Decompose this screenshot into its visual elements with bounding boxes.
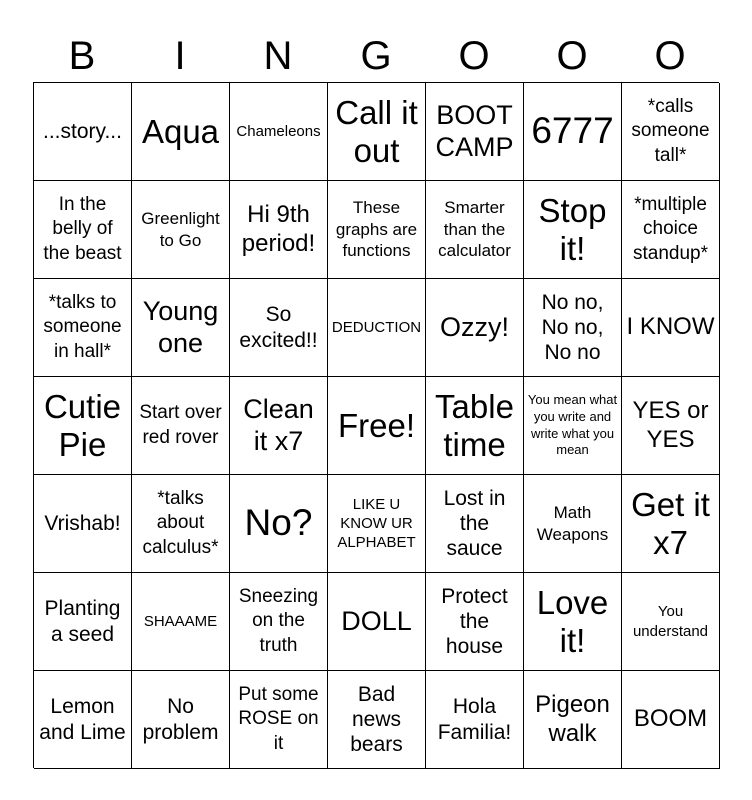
cell-text: Free! — [337, 406, 416, 444]
cell-text: Greenlight to Go — [141, 208, 220, 250]
bingo-cell[interactable] — [426, 671, 524, 769]
bingo-cell[interactable] — [230, 671, 328, 769]
bingo-cell[interactable] — [34, 279, 132, 377]
cell-text: SHAAAME — [143, 612, 218, 630]
bingo-cell[interactable] — [132, 181, 230, 279]
header-letter-i: I — [174, 34, 186, 78]
cell-text: Young one — [142, 296, 219, 358]
bingo-cell[interactable] — [328, 181, 426, 279]
cell-text: DOLL — [341, 605, 412, 636]
cell-text: Table time — [435, 387, 514, 463]
cell-text: *talks to someone in hall* — [43, 292, 122, 362]
cell-text: Hola Familia! — [437, 695, 512, 744]
bingo-cell[interactable] — [132, 279, 230, 377]
cell-text: Get it x7 — [631, 485, 710, 561]
bingo-cell[interactable] — [622, 475, 720, 573]
bingo-cell[interactable] — [230, 475, 328, 573]
cell-text: Put some ROSE on it — [238, 684, 319, 754]
cell-text: Smarter than the calculator — [438, 197, 511, 261]
cell-text: Love it! — [536, 583, 609, 659]
cell-text: Math Weapons — [536, 502, 609, 544]
bingo-cell[interactable] — [426, 181, 524, 279]
cell-text: *calls someone tall* — [631, 96, 710, 166]
cell-text: No no, No no, No no — [541, 290, 604, 365]
bingo-cell[interactable] — [34, 181, 132, 279]
bingo-cell[interactable] — [622, 181, 720, 279]
cell-text: Sneezing on the truth — [238, 586, 319, 656]
cell-text: Pigeon walk — [535, 690, 610, 747]
cell-text: In the belly of the beast — [43, 194, 122, 264]
cell-text: You understand — [632, 603, 709, 640]
header-letter-o-3: O — [654, 34, 686, 78]
bingo-cell[interactable] — [328, 671, 426, 769]
bingo-cell[interactable] — [34, 573, 132, 671]
bingo-cell[interactable] — [426, 83, 524, 181]
bingo-cell[interactable] — [132, 83, 230, 181]
bingo-cell[interactable] — [524, 279, 622, 377]
cell-text: You mean what you write and write what you mean — [527, 391, 618, 458]
cell-text: YES or YES — [632, 396, 709, 453]
cell-text: Clean it x7 — [243, 394, 314, 456]
bingo-cell[interactable] — [622, 377, 720, 475]
cell-text: Hi 9th period! — [241, 200, 316, 257]
header-letter-g: G — [360, 34, 392, 78]
bingo-cell[interactable] — [426, 377, 524, 475]
bingo-header — [33, 30, 719, 82]
bingo-cell[interactable] — [132, 377, 230, 475]
cell-text: Chameleons — [236, 122, 321, 140]
bingo-cell[interactable] — [426, 279, 524, 377]
bingo-cell[interactable] — [34, 475, 132, 573]
cell-text: No? — [244, 502, 313, 544]
cell-text: 6777 — [531, 110, 614, 152]
bingo-cell[interactable] — [622, 279, 720, 377]
bingo-cell[interactable] — [524, 671, 622, 769]
bingo-cell[interactable] — [524, 181, 622, 279]
cell-text: Ozzy! — [439, 311, 509, 342]
cell-text: Planting a seed — [44, 597, 121, 646]
bingo-cell[interactable] — [622, 573, 720, 671]
cell-text: So excited!! — [239, 303, 318, 352]
bingo-cell[interactable] — [426, 475, 524, 573]
cell-text: LIKE U KNOW UR ALPHABET — [337, 495, 416, 552]
cell-text: *multiple choice standup* — [632, 194, 708, 264]
cell-text: ...story... — [43, 119, 122, 143]
bingo-cell[interactable] — [328, 279, 426, 377]
bingo-cell[interactable] — [132, 671, 230, 769]
bingo-cell[interactable] — [34, 671, 132, 769]
bingo-cell[interactable] — [230, 83, 328, 181]
bingo-cell[interactable] — [524, 475, 622, 573]
bingo-card — [33, 82, 719, 768]
bingo-cell[interactable] — [328, 573, 426, 671]
bingo-cell[interactable] — [230, 181, 328, 279]
bingo-cell[interactable] — [230, 573, 328, 671]
bingo-cell[interactable] — [230, 377, 328, 475]
bingo-cell[interactable] — [524, 573, 622, 671]
bingo-cell[interactable] — [34, 83, 132, 181]
cell-text: *talks about calculus* — [142, 488, 219, 558]
bingo-cell[interactable] — [34, 377, 132, 475]
cell-text: Start over red rover — [139, 402, 222, 448]
cell-text: DEDUCTION — [331, 318, 422, 336]
cell-text: Lost in the sauce — [443, 486, 506, 561]
bingo-cell[interactable] — [132, 573, 230, 671]
cell-text: BOOT CAMP — [435, 100, 514, 162]
bingo-cell[interactable] — [622, 83, 720, 181]
cell-text: Call it out — [335, 93, 418, 169]
bingo-cell[interactable] — [426, 573, 524, 671]
header-letter-o-2: O — [556, 34, 588, 78]
header-letter-n: N — [263, 34, 293, 78]
bingo-cell free-space[interactable] — [328, 377, 426, 475]
cell-text: Vrishab! — [44, 511, 121, 535]
cell-text: These graphs are functions — [335, 197, 418, 261]
cell-text: Bad news bears — [350, 682, 403, 757]
cell-text: Stop it! — [538, 191, 607, 267]
cell-text: I KNOW — [626, 313, 715, 341]
header-letter-o-1: O — [458, 34, 490, 78]
bingo-cell[interactable] — [622, 671, 720, 769]
cell-text: Cutie Pie — [43, 387, 122, 463]
bingo-cell[interactable] — [230, 279, 328, 377]
cell-text: BOOM — [633, 705, 708, 733]
bingo-cell[interactable] — [524, 377, 622, 475]
bingo-cell[interactable] — [132, 475, 230, 573]
header-letter-b: B — [68, 34, 96, 78]
bingo-cell[interactable] — [328, 83, 426, 181]
cell-text: No problem — [142, 695, 219, 744]
bingo-cell[interactable] — [328, 475, 426, 573]
cell-text: Protect the house — [441, 584, 508, 659]
cell-text: Lemon and Lime — [39, 695, 126, 744]
cell-text: Aqua — [141, 112, 220, 150]
bingo-cell[interactable] — [524, 83, 622, 181]
